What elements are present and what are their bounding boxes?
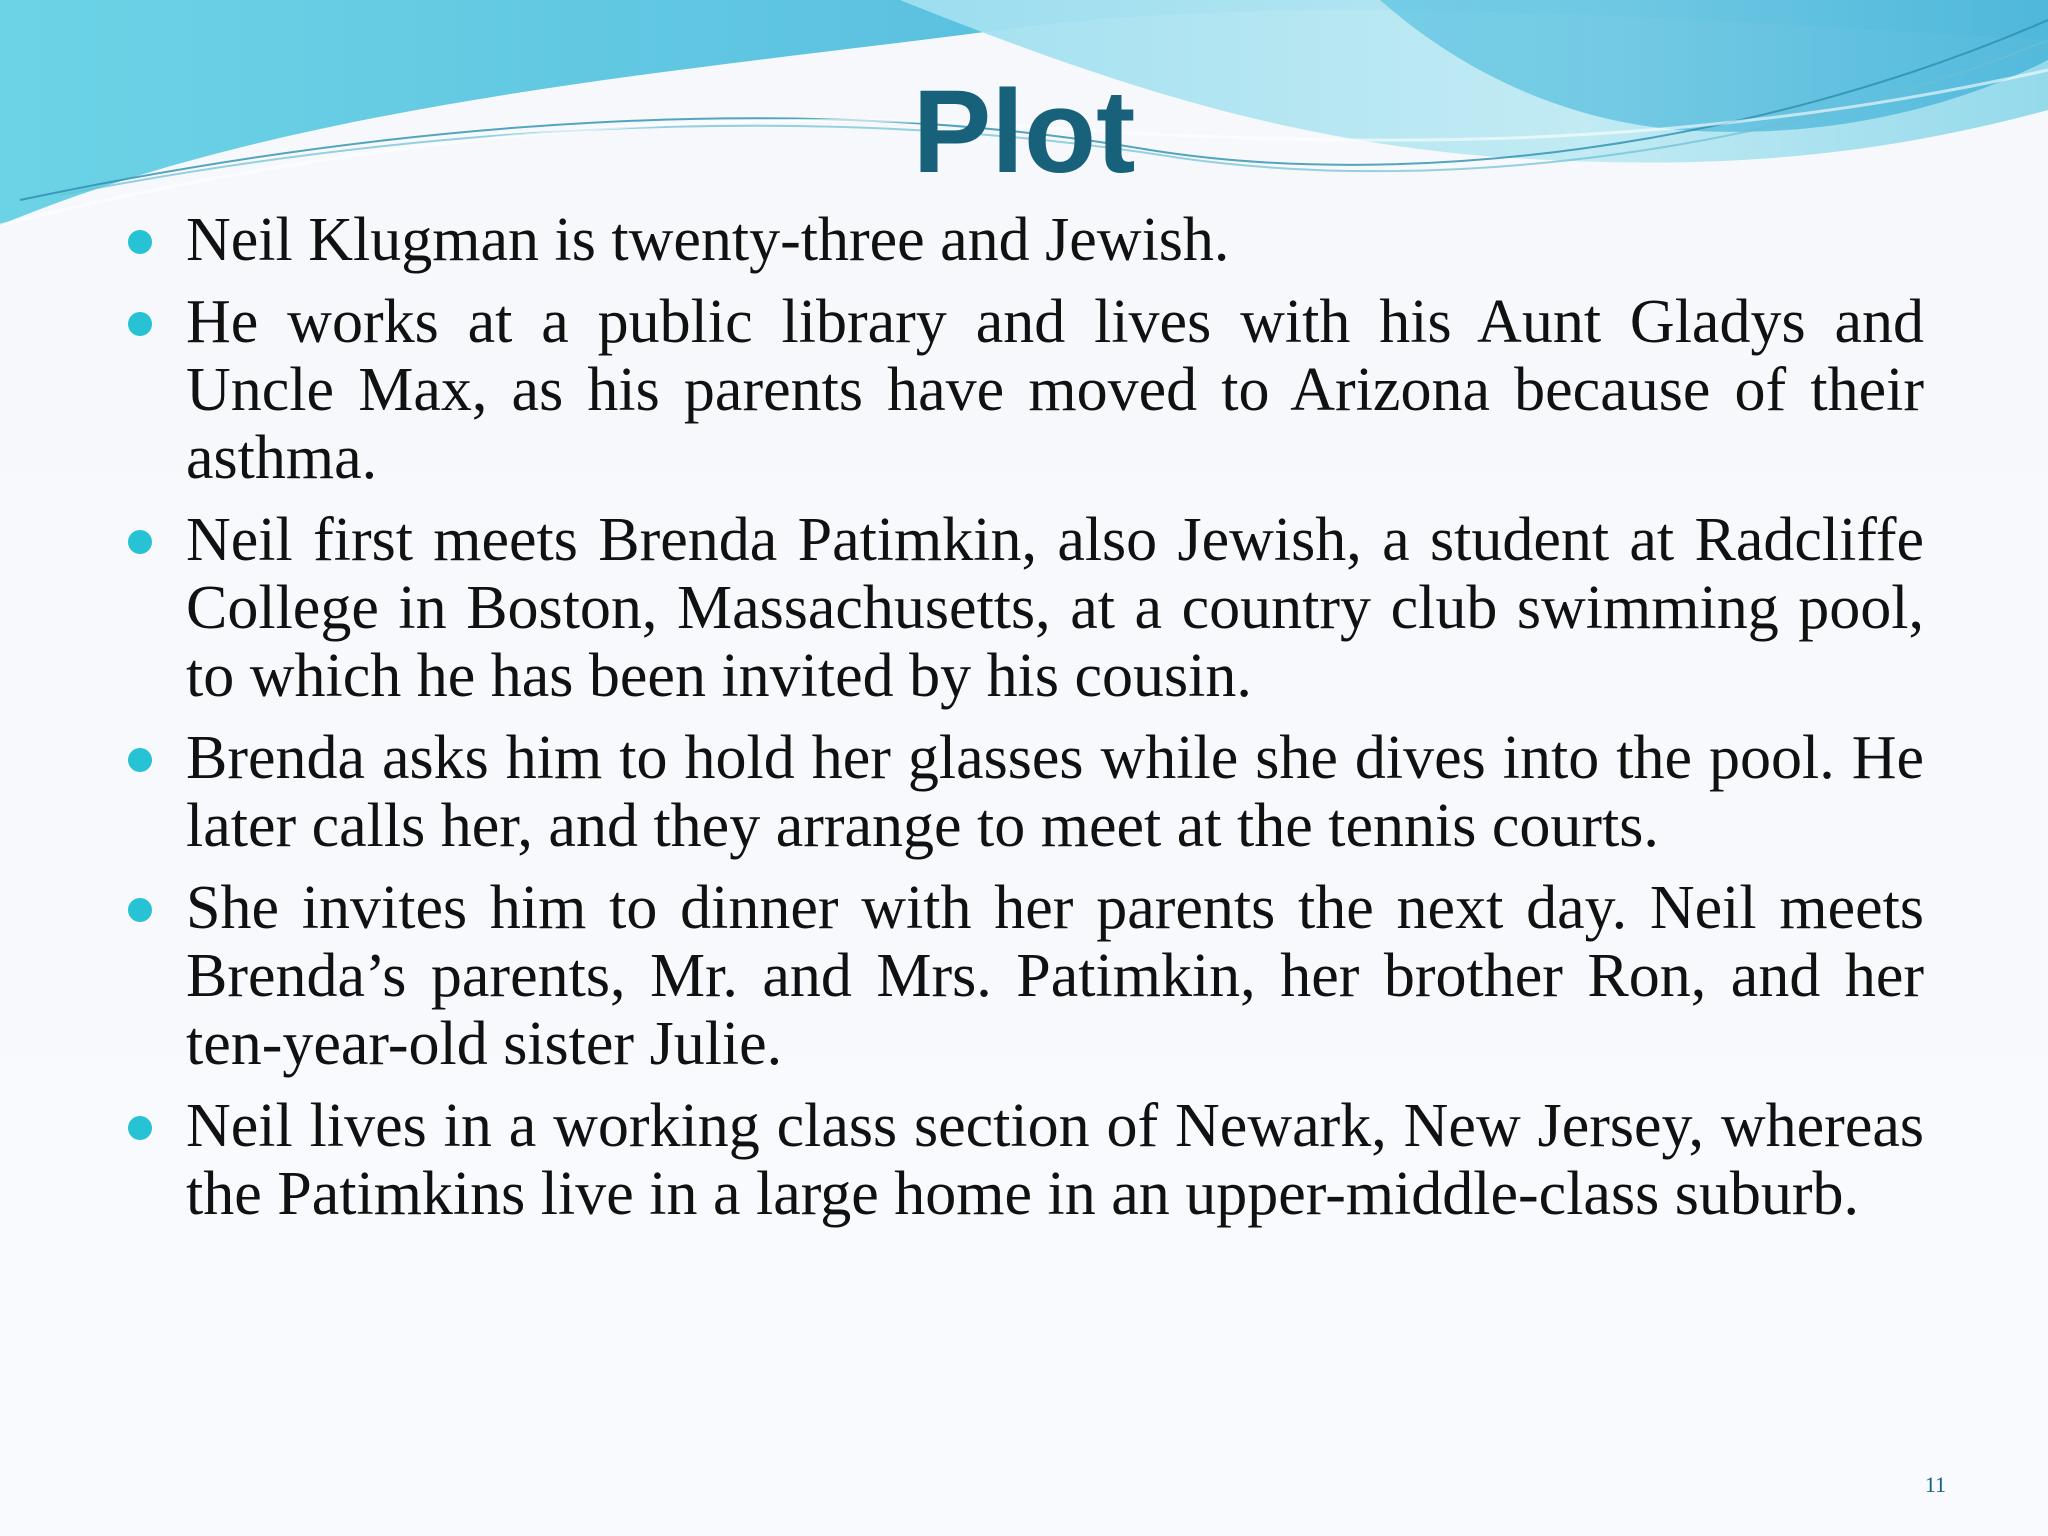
bullet-dot-icon: [128, 530, 152, 554]
bullet-text: Neil Klugman is twenty-three and Jewish.: [186, 206, 1230, 274]
bullet-list: [120, 206, 1924, 1242]
bullet-dot-icon: [128, 898, 152, 922]
bullet-text: Neil lives in a working class section of Newark, New Jersey, whereas the Patimkins live in a large home in an upper-middle-class suburb.: [186, 1092, 1924, 1228]
bullet-dot-icon: [128, 1116, 152, 1140]
bullet-dot-icon: [128, 312, 152, 336]
bullet-text: She invites him to dinner with her parents the next day. Neil meets Brenda’s parents, Mr. and Mrs. Patimkin, her brother Ron, and her ten-year-old sister Julie.: [186, 874, 1924, 1078]
bullet-text: Neil first meets Brenda Patimkin, also Jewish, a student at Radcliffe College in Boston, Massachusetts, at a country club swimming pool, to which he has been invited by his cousin.: [186, 506, 1924, 710]
bullet-item: [120, 206, 1924, 274]
bullet-item: [120, 724, 1924, 860]
bullet-dot-icon: [128, 748, 152, 772]
page-number: 11: [1924, 1472, 1946, 1497]
bullet-text: Brenda asks him to hold her glasses while she dives into the pool. He later calls her, and they arrange to meet at the tennis courts.: [186, 724, 1924, 860]
bullet-item: [120, 1092, 1924, 1228]
bullet-text: He works at a public library and lives with his Aunt Gladys and Uncle Max, as his parents have moved to Arizona because of their asthma.: [186, 288, 1924, 492]
bullet-item: [120, 874, 1924, 1078]
bullet-item: [120, 506, 1924, 710]
bullet-dot-icon: [128, 230, 152, 254]
slide-title: Plot: [912, 66, 1136, 198]
bullet-item: [120, 288, 1924, 492]
